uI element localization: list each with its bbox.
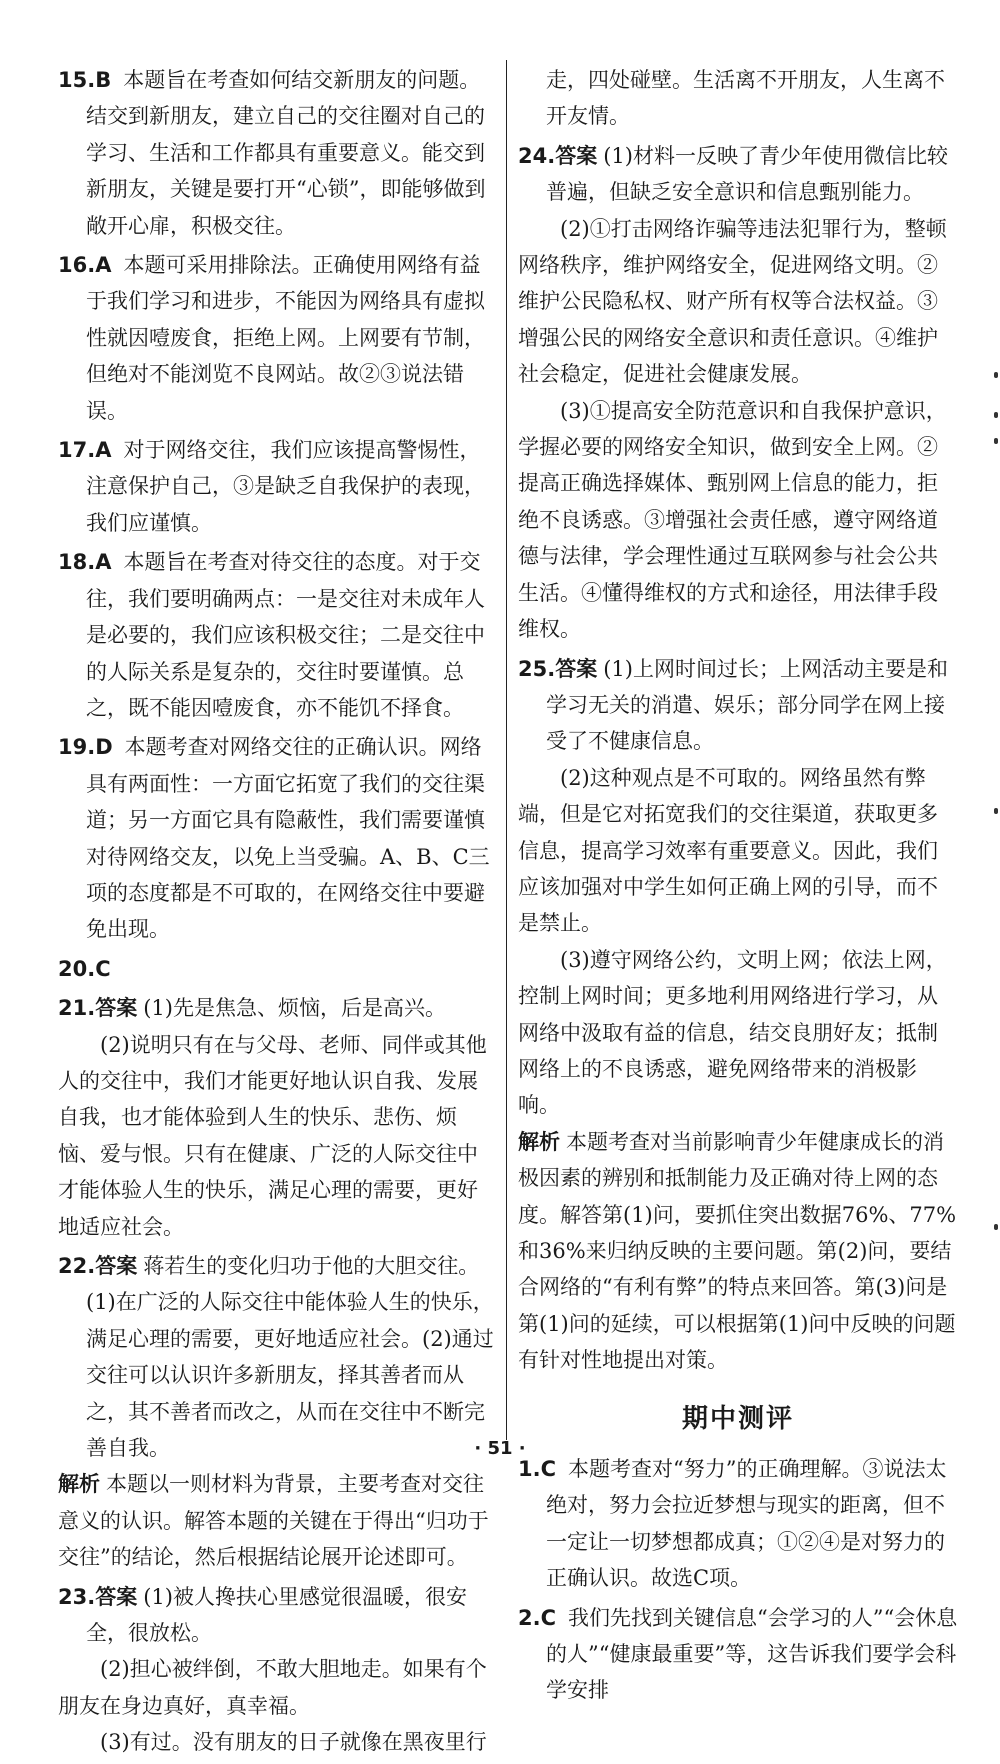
answer-16: 16.A 本题可采用排除法。正确使用网络有益于我们学习和进步，不能因为网络具有虚拟性就因噎废食，拒绝上网。上网要有节制，但绝对不能浏览不良网站。故②③说法错误。 [58, 253, 485, 423]
answer-17: 17.A 对于网络交往，我们应该提高警惕性，注意保护自己，③是缺乏自我保护的表现，我们应谨慎。 [58, 438, 485, 535]
midterm-answer-1: 1.C 本题考查对“努力”的正确理解。③说法太绝对，努力会拉近梦想与现实的距离，但不一定让一切梦想都成真；①②④是对努力的正确认识。故选C项。 [518, 1457, 947, 1591]
margin-dot [994, 1224, 998, 1230]
answer-24: 24.答案 (1)材料一反映了青少年使用微信比较普遍，但缺乏安全意识和信息甄别能力。 (2)①打击网络诈骗等违法犯罪行为，整顿网络秩序，维护网络安全，促进网络文明。②维护公民隐私权、财产所有权等合法权益。③增强公民的网络安全意识和责任意识。④维护社会稳定，促进社会健康发展。 (3)①提高安全防范意识和自我保护意识，学握必要的网络安全知识，做到安全上网。②提高正确选择媒体、甄别网上信息的能力，拒绝不良诱惑。③增强社会责任感，遵守网络道德与法律，学会理性通过互联网参与社会公共生活。④懂得维权的方式和途径，用法律手段维权。 [518, 143, 948, 642]
margin-dot [994, 412, 998, 418]
section-title: 期中测评 [681, 1403, 794, 1434]
answer-21: 21.答案 (1)先是焦急、烦恼，后是高兴。 (2)说明只有在与父母、老师、同伴或其他人的交往中，我们才能更好地认识自我、发展自我，也才能体验到人生的快乐、悲伤、烦恼、爱与恨。只有在健康、广泛的人际交往中才能体验人生的快乐，满足心理的需要，更好地适应社会。 [58, 996, 487, 1239]
answer-23-continued: 走，四处碰壁。生活离不开朋友，人生离不开友情。 [546, 68, 945, 129]
margin-dot [994, 808, 998, 814]
margin-dot [994, 372, 998, 378]
margin-dot [994, 438, 998, 444]
page-number: · 51 · [474, 1438, 526, 1459]
right-column [518, 62, 958, 1712]
column-divider [506, 60, 507, 1440]
answer-25: 25.答案 (1)上网时间过长；上网活动主要是和学习无关的消遣、娱乐；部分同学在网上接受了不健康信息。 (2)这种观点是不可取的。网络虽然有弊端，但是它对拓宽我们的交往渠道，获取更多信息，提高学习效率有重要意义。因此，我们应该加强对中学生如何正确上网的引导，而不是禁止。 (3)遵守网络公约，文明上网；依法上网，控制上网时间；更多地利用网络进行学习，从网络中汲取有益的信息，结交良朋好友；抵制网络上的不良诱惑，避免网络带来的消极影响。 解析 本题考查对当前影响青少年健康成长的消极因素的辨别和抵制能力及正确对待上网的态度。解答第(1)问，要抓住突出数据76%、77%和36%来归纳反映的主要问题。第(2)问，要结合网络的“有利有弊”的特点来回答。第(3)问是第(1)问的延续，可以根据第(1)问中反映的问题有针对性地提出对策。 [518, 656, 957, 1373]
answer-15: 15.B 本题旨在考查如何结交新朋友的问题。结交到新朋友，建立自己的交往圈对自己的学习、生活和工作都具有重要意义。能交到新朋友，关键是要打开“心锁”，即能够做到敞开心扉，积极交往。 [58, 68, 486, 238]
left-column [58, 62, 494, 1764]
answer-20: 20.C [58, 956, 111, 981]
answer-18: 18.A 本题旨在考查对待交往的态度。对于交往，我们要明确两点：一是交往对未成年人是必要的，我们应该积极交往；二是交往中的人际关系是复杂的，交往时要谨慎。总之，既不能因噎废食，亦不能饥不择食。 [58, 550, 485, 720]
midterm-answer-2: 2.C 我们先找到关键信息“会学习的人”“会休息的人”“健康最重要”等，这告诉我们要学会科学安排 [518, 1605, 958, 1703]
answer-22: 22.答案 蒋若生的变化归功于他的大胆交往。(1)在广泛的人际交往中能体验人生的快乐，满足心理的需要，更好地适应社会。(2)通过交往可以认识许多新朋友，择其善者而从之，其不善者而改之，从而在交往中不断完善自我。 解析 本题以一则材料为背景，主要考查对交往意义的认识。解答本题的关键在于得出“归功于交往”的结论，然后根据结论展开论述即可。 [58, 1254, 494, 1570]
answer-23: 23.答案 (1)被人搀扶心里感觉很温暖，很安全，很放松。 (2)担心被绊倒，不敢大胆地走。如果有个朋友在身边真好，真幸福。 (3)有过。没有朋友的日子就像在黑夜里行 [58, 1584, 487, 1755]
answer-19: 19.D 本题考查对网络交往的正确认识。网络具有两面性：一方面它拓宽了我们的交往渠道；另一方面它具有隐蔽性，我们需要谨慎对待网络交友，以免上当受骗。A、B、C三项的态度都是不可取的，在网络交往中要避免出现。 [58, 735, 490, 942]
